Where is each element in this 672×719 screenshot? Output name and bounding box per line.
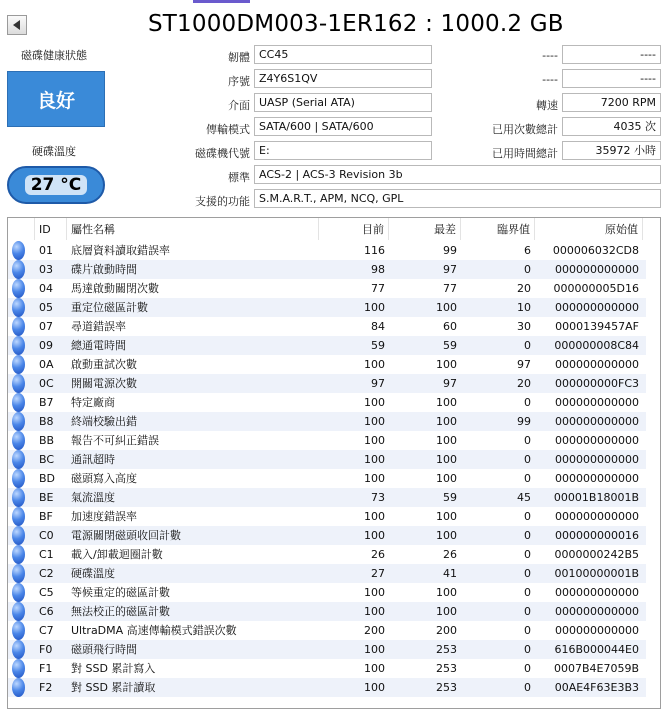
cell-raw: 000000000000 — [555, 434, 639, 447]
status-dot-icon — [12, 393, 25, 412]
cell-raw: 000000000000 — [555, 453, 639, 466]
status-dot-icon — [12, 526, 25, 545]
smart-attributes-table[interactable] — [7, 217, 661, 709]
cell-worst: 253 — [436, 662, 457, 675]
table-row[interactable] — [8, 564, 660, 583]
cell-worst: 59 — [443, 491, 457, 504]
cell-current: 97 — [371, 377, 385, 390]
cell-raw: 000000008C84 — [554, 339, 639, 352]
cell-raw: 000000000000 — [555, 510, 639, 523]
cell-threshold: 20 — [517, 377, 531, 390]
cell-id: BE — [39, 491, 54, 504]
cell-current: 100 — [364, 662, 385, 675]
cell-worst: 100 — [436, 396, 457, 409]
cell-id: C5 — [39, 586, 54, 599]
cell-id: C1 — [39, 548, 54, 561]
status-dot-icon — [12, 488, 25, 507]
cell-name: 重定位磁區計數 — [71, 301, 148, 314]
cell-raw: 000000000000 — [555, 263, 639, 276]
status-dot-icon — [12, 260, 25, 279]
cell-name: 通訊超時 — [71, 453, 115, 466]
status-dot-icon — [12, 545, 25, 564]
table-row[interactable] — [8, 374, 660, 393]
cell-threshold: 45 — [517, 491, 531, 504]
cell-name: 碟片啟動時間 — [71, 263, 137, 276]
header-threshold[interactable]: 臨界值 — [461, 218, 535, 240]
cell-raw: 000000000000 — [555, 415, 639, 428]
cell-id: 09 — [39, 339, 53, 352]
cell-worst: 100 — [436, 301, 457, 314]
table-row[interactable] — [8, 488, 660, 507]
table-row[interactable] — [8, 260, 660, 279]
cell-threshold: 6 — [524, 244, 531, 257]
status-dot-icon — [12, 602, 25, 621]
cell-worst: 59 — [443, 339, 457, 352]
cell-name: 對 SSD 累計讀取 — [71, 681, 156, 694]
cell-current: 100 — [364, 681, 385, 694]
status-dot-icon — [12, 564, 25, 583]
cell-threshold: 0 — [524, 434, 531, 447]
table-row[interactable] — [8, 678, 660, 697]
cell-threshold: 0 — [524, 586, 531, 599]
header-current[interactable]: 目前 — [319, 218, 389, 240]
table-row[interactable] — [8, 640, 660, 659]
header-status[interactable] — [8, 218, 35, 240]
status-dot-icon — [12, 469, 25, 488]
cell-raw: 000000000000 — [555, 301, 639, 314]
table-row[interactable] — [8, 526, 660, 545]
cell-worst: 253 — [436, 681, 457, 694]
cell-name: 氣流溫度 — [71, 491, 115, 504]
cell-raw: 000000000000 — [555, 472, 639, 485]
cell-id: C2 — [39, 567, 54, 580]
cell-current: 27 — [371, 567, 385, 580]
cell-name: UltraDMA 高速傳輸模式錯誤次數 — [71, 624, 237, 637]
cell-current: 100 — [364, 510, 385, 523]
status-dot-icon — [12, 355, 25, 374]
drive-letter-label: 磁碟機代號 — [195, 147, 250, 160]
cell-threshold: 30 — [517, 320, 531, 333]
cell-name: 磁頭寫入高度 — [71, 472, 137, 485]
cell-worst: 100 — [436, 529, 457, 542]
cell-threshold: 0 — [524, 263, 531, 276]
standard-label: 標準 — [228, 171, 250, 184]
cell-raw: 000000000000 — [555, 605, 639, 618]
cell-worst: 26 — [443, 548, 457, 561]
triangle-left-icon — [11, 19, 23, 31]
power-hours-label: 已用時間總計 — [492, 147, 558, 160]
temperature-label: 硬碟溫度 — [32, 145, 76, 158]
cell-worst: 100 — [436, 605, 457, 618]
health-status-button[interactable] — [7, 71, 105, 127]
cell-id: 0A — [39, 358, 54, 371]
cell-worst: 97 — [443, 263, 457, 276]
cell-threshold: 0 — [524, 472, 531, 485]
cell-id: BF — [39, 510, 53, 523]
cell-threshold: 20 — [517, 282, 531, 295]
cell-name: 特定廠商 — [71, 396, 115, 409]
transfer-mode-label: 傳輸模式 — [206, 123, 250, 136]
status-dot-icon — [12, 298, 25, 317]
cell-name: 開關電源次數 — [71, 377, 137, 390]
table-row[interactable] — [8, 621, 660, 640]
cell-name: 磁頭飛行時間 — [71, 643, 137, 656]
status-dot-icon — [12, 621, 25, 640]
cell-current: 100 — [364, 434, 385, 447]
cell-current: 100 — [364, 586, 385, 599]
cell-raw: 000000000016 — [555, 529, 639, 542]
cell-name: 加速度錯誤率 — [71, 510, 137, 523]
table-row[interactable] — [8, 412, 660, 431]
cell-threshold: 0 — [524, 662, 531, 675]
firmware-field: CC45 — [254, 45, 432, 64]
cell-threshold: 0 — [524, 510, 531, 523]
rpm-label: 轉速 — [536, 99, 558, 112]
header-id[interactable]: ID — [35, 218, 67, 240]
cell-current: 100 — [364, 301, 385, 314]
interface-label: 介面 — [228, 99, 250, 112]
cell-threshold: 0 — [524, 624, 531, 637]
status-dot-icon — [12, 317, 25, 336]
cell-name: 無法校正的磁區計數 — [71, 605, 170, 618]
temperature-button[interactable] — [7, 166, 105, 204]
table-row[interactable] — [8, 431, 660, 450]
cell-raw: 00001B18001B — [553, 491, 639, 504]
cell-worst: 99 — [443, 244, 457, 257]
standard-field: ACS-2 | ACS-3 Revision 3b — [254, 165, 661, 184]
cell-id: 07 — [39, 320, 53, 333]
serial-label: 序號 — [228, 75, 250, 88]
cell-id: C0 — [39, 529, 54, 542]
table-row[interactable] — [8, 279, 660, 298]
table-row[interactable] — [8, 659, 660, 678]
cell-name: 報告不可糾正錯誤 — [71, 434, 159, 447]
table-row[interactable] — [8, 336, 660, 355]
cell-raw: 0000000242B5 — [554, 548, 639, 561]
cell-current: 98 — [371, 263, 385, 276]
cell-name: 對 SSD 累計寫入 — [71, 662, 156, 675]
cell-current: 100 — [364, 643, 385, 656]
table-row[interactable] — [8, 602, 660, 621]
cell-worst: 100 — [436, 586, 457, 599]
cell-worst: 100 — [436, 472, 457, 485]
cell-id: 03 — [39, 263, 53, 276]
table-row[interactable] — [8, 507, 660, 526]
table-row[interactable] — [8, 450, 660, 469]
cell-threshold: 0 — [524, 548, 531, 561]
cell-raw: 000000000FC3 — [555, 377, 639, 390]
cell-raw: 0007B4E7059B — [553, 662, 639, 675]
interface-field: UASP (Serial ATA) — [254, 93, 432, 112]
right-label-2: ---- — [542, 73, 558, 86]
health-label: 磁碟健康狀態 — [21, 49, 87, 62]
status-dot-icon — [12, 241, 25, 260]
cell-id: 04 — [39, 282, 53, 295]
features-label: 支援的功能 — [195, 195, 250, 208]
cell-raw: 00AE4F63E3B3 — [554, 681, 639, 694]
cell-name: 硬碟溫度 — [71, 567, 115, 580]
power-count-label: 已用次數總計 — [492, 123, 558, 136]
cell-current: 100 — [364, 529, 385, 542]
cell-worst: 100 — [436, 415, 457, 428]
cell-current: 26 — [371, 548, 385, 561]
header-name[interactable]: 屬性名稱 — [67, 218, 319, 240]
cell-raw: 000000005D16 — [553, 282, 639, 295]
table-row[interactable] — [8, 583, 660, 602]
cell-name: 馬達啟動關閉次數 — [71, 282, 159, 295]
cell-name: 啟動重試次數 — [71, 358, 137, 371]
health-status-text: 良好 — [36, 89, 75, 112]
cell-id: B7 — [39, 396, 54, 409]
header-worst[interactable]: 最差 — [389, 218, 461, 240]
status-dot-icon — [12, 412, 25, 431]
cell-name: 尋道錯誤率 — [71, 320, 126, 333]
previous-disk-button[interactable] — [7, 15, 27, 35]
table-row[interactable] — [8, 355, 660, 374]
right-field-2: ---- — [562, 69, 661, 88]
cell-current: 100 — [364, 605, 385, 618]
temperature-value: 27 °C — [25, 175, 88, 195]
cell-raw: 0000139457AF — [555, 320, 639, 333]
cell-worst: 41 — [443, 567, 457, 580]
cell-threshold: 99 — [517, 415, 531, 428]
cell-threshold: 0 — [524, 396, 531, 409]
status-dot-icon — [12, 678, 25, 697]
features-field: S.M.A.R.T., APM, NCQ, GPL — [254, 189, 661, 208]
cell-id: F0 — [39, 643, 53, 656]
status-dot-icon — [12, 640, 25, 659]
cell-id: F1 — [39, 662, 53, 675]
table-scrollbar[interactable] — [646, 218, 660, 708]
cell-worst: 100 — [436, 358, 457, 371]
cell-id: BD — [39, 472, 56, 485]
cell-name: 總通電時間 — [71, 339, 126, 352]
rpm-field: 7200 RPM — [562, 93, 661, 112]
cell-current: 100 — [364, 453, 385, 466]
cell-current: 100 — [364, 358, 385, 371]
cell-id: BB — [39, 434, 55, 447]
cell-id: 05 — [39, 301, 53, 314]
cell-current: 100 — [364, 415, 385, 428]
cell-threshold: 0 — [524, 529, 531, 542]
cell-worst: 200 — [436, 624, 457, 637]
cell-current: 200 — [364, 624, 385, 637]
table-row[interactable] — [8, 469, 660, 488]
cell-name: 底層資料讀取錯誤率 — [71, 244, 170, 257]
cell-current: 84 — [371, 320, 385, 333]
status-dot-icon — [12, 431, 25, 450]
cell-id: B8 — [39, 415, 54, 428]
table-row[interactable] — [8, 298, 660, 317]
cell-raw: 000006032CD8 — [552, 244, 639, 257]
status-dot-icon — [12, 659, 25, 678]
cell-raw: 000000000000 — [555, 358, 639, 371]
status-dot-icon — [12, 583, 25, 602]
right-label-1: ---- — [542, 49, 558, 62]
cell-current: 59 — [371, 339, 385, 352]
cell-current: 77 — [371, 282, 385, 295]
cell-raw: 616B000044E0 — [554, 643, 639, 656]
drive-letter-field: E: — [254, 141, 432, 160]
cell-current: 100 — [364, 472, 385, 485]
table-header — [8, 218, 660, 240]
cell-worst: 100 — [436, 434, 457, 447]
cell-threshold: 97 — [517, 358, 531, 371]
cell-raw: 000000000000 — [555, 624, 639, 637]
header-raw[interactable]: 原始值 — [535, 218, 643, 240]
cell-worst: 100 — [436, 453, 457, 466]
power-count-field: 4035 次 — [562, 117, 661, 136]
cell-raw: 00100000001B — [554, 567, 639, 580]
status-dot-icon — [12, 374, 25, 393]
cell-id: BC — [39, 453, 55, 466]
cell-worst: 100 — [436, 510, 457, 523]
cell-id: F2 — [39, 681, 53, 694]
table-row[interactable] — [8, 545, 660, 564]
cell-current: 100 — [364, 396, 385, 409]
status-dot-icon — [12, 507, 25, 526]
cell-name: 載入/卸載迴圈計數 — [71, 548, 163, 561]
cell-id: 01 — [39, 244, 53, 257]
cell-current: 73 — [371, 491, 385, 504]
cell-worst: 253 — [436, 643, 457, 656]
status-dot-icon — [12, 279, 25, 298]
cell-id: 0C — [39, 377, 54, 390]
cell-threshold: 0 — [524, 453, 531, 466]
cell-worst: 60 — [443, 320, 457, 333]
cell-id: C6 — [39, 605, 54, 618]
cell-name: 終端校驗出錯 — [71, 415, 137, 428]
cell-id: C7 — [39, 624, 54, 637]
firmware-label: 韌體 — [228, 51, 250, 64]
serial-field: Z4Y6S1QV — [254, 69, 432, 88]
cell-worst: 77 — [443, 282, 457, 295]
cell-threshold: 0 — [524, 339, 531, 352]
status-dot-icon — [12, 336, 25, 355]
tab-indicator — [193, 0, 250, 3]
status-dot-icon — [12, 450, 25, 469]
table-row[interactable] — [8, 393, 660, 412]
cell-raw: 000000000000 — [555, 396, 639, 409]
cell-threshold: 0 — [524, 643, 531, 656]
cell-threshold: 0 — [524, 605, 531, 618]
cell-worst: 97 — [443, 377, 457, 390]
cell-threshold: 0 — [524, 567, 531, 580]
table-row[interactable] — [8, 317, 660, 336]
cell-current: 116 — [364, 244, 385, 257]
power-hours-field: 35972 小時 — [562, 141, 661, 160]
cell-name: 等候重定的磁區計數 — [71, 586, 170, 599]
cell-name: 電源關閉磁頭收回計數 — [71, 529, 181, 542]
cell-raw: 000000000000 — [555, 586, 639, 599]
right-field-1: ---- — [562, 45, 661, 64]
cell-threshold: 10 — [517, 301, 531, 314]
transfer-mode-field: SATA/600 | SATA/600 — [254, 117, 432, 136]
table-row[interactable] — [8, 241, 660, 260]
disk-title: ST1000DM003-1ER162 : 1000.2 GB — [148, 11, 564, 37]
cell-threshold: 0 — [524, 681, 531, 694]
